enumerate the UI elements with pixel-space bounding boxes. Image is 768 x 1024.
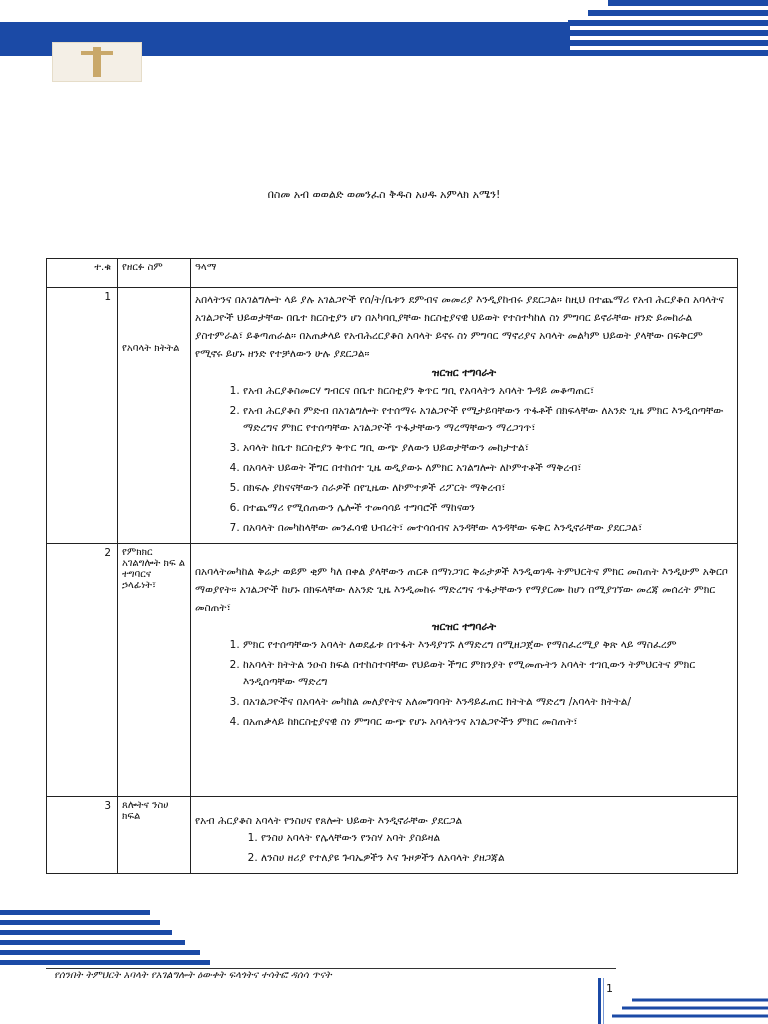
corner-stripes (612, 996, 768, 1024)
row-name: ጸሎትና ንስሀ ክፍል (118, 797, 191, 874)
row-goal (191, 797, 738, 874)
row-subheading: ዝርዝር ተግባራት (431, 621, 497, 633)
row-goal (191, 288, 738, 544)
header-goal: ዓላማ (191, 259, 738, 288)
row-subheading: ዝርዝር ተግባራት (431, 367, 497, 379)
list-item: 2. ለንስሀ ዘሪያ የተለያዩ ጉባኤዎችን እና ጉዞዎችን ለአባላት ያዘጋጃል (261, 850, 733, 867)
row-name: የምክክር አገልግሎት ክፍ ል ተግባርና ኃላፊነት፣ (118, 544, 191, 797)
page-number-rule (598, 978, 601, 1024)
table-row (47, 797, 738, 874)
row-num: 3 (47, 797, 118, 874)
row-paragraph: አበላትንና በአገልግሎት ላይ ያሉ አገልጋዮች የሰ/ት/ቤቱን ደምብና መመሪያ እንዲያከብሩ ያደርጋል። ከዚህ በተጨማሪ የአብ ሕርያቆስ አባላትና አገልጋዮች ህይወታቸው በቤተ ክርስቲያን ሆነ በአካባቢያቸው ክርስቲያናዊ ህይወት የተስተካከለ ስነ ምግባር ይኖራቸው ዘንድ ይመከራል ያስተምራል፣ ይቆጣጠራል። በአጠቃላይ የአብሕረርያቆስ አባላት ይኖሩ ስነ ምግባር ማኖሪያና አባላት መልካም ህይወት ያላቸው በፍቅርም የሚኖሩ ይሆኑ ዘንድ የተቻለውን ሁሉ ያደርጋል። (195, 294, 724, 360)
row-paragraph: በአባላትመካከል ቅሬታ ወይም ቂም ካለ በቀል ያላቸውን ጠርቶ በማነጋገር ቅሬታዎች እንዲወገዱ ትምህርትና ምክር መስጠት እንዲሁም አቅርቦ ማወያየት። አገልጋዮች ከሆኑ በክፍላቸው ለአንድ ጊዜ እንዲመከሩ ማድረግና ጥፋታቸውን የማያርሙ ከሆነ በሚያገኘው መረጃ መሰረት ምክር መስጠት፣ (195, 566, 728, 614)
list-item: 7. በአባላት በመካከላቸው መንፈሳዊ ህብረት፣ መተሳሰብና አንዳቸው ላንዳቸው ፍቅር እንዲኖራቸው ያደርጋል፣ (243, 520, 733, 537)
list-item: 2. ከአባላት ክትትል ንዑስ ክፍል በተከስተባቸው የህይወት ችግር ምክንያት የሚመጡትን አባላት ተገቢውን ትምህርትና ምክር እንዲሰጣቸው ማድረግ (243, 657, 733, 691)
table-row (47, 544, 738, 797)
task-list (195, 830, 733, 867)
list-item: 2. የአብ ሕርያቆስ ምድብ በአገልግሎት የተሰማሩ አገልጋዮች የሚታይባቸውን ጥፋቶች በክፍላቸው ለአንድ ጊዜ ምክር እንዲሰጣቸው ማድረግና ምክር የተሰጣቸው አገልጋዮች ጥፋታቸውን ማረማቸውን ማረጋገጥ፣ (243, 403, 733, 437)
duties-table (46, 258, 738, 874)
footer-stripes (0, 900, 210, 970)
table-header-row (47, 259, 738, 288)
row-name-text: የአባላት ክትትል (122, 343, 180, 354)
header-stripes (538, 0, 768, 64)
list-item: 1. የአብ ሕርያቆስመርሃ ግብርና በቤተ ክርስቲያን ቅጥር ግቢ የአባላትን አባላት ጉዳይ መቆጣጠር፣ (243, 383, 733, 400)
header-name: የዘርፉ ስም (118, 259, 191, 288)
table-row (47, 288, 738, 544)
list-item: 4. በአባላት ህይወት ችግር በተከሰተ ጊዜ ወዲያውኑ ለምክር አገልግሎት ለኮምተቶች ማቅረብ፣ (243, 460, 733, 477)
blessing-heading: በስመ አብ ወወልድ ወመንፈስ ቅዱስ አሀዱ አምላክ አሜን! (267, 188, 501, 201)
header-num: ተ.ቁ (47, 259, 118, 288)
task-list (195, 637, 733, 731)
row-paragraph: የአብ ሕርያቆስ አባላት የንስሀና የጸሎት ህይወት እንዲኖራቸው ያደርጋል (195, 815, 463, 827)
row-num: 2 (47, 544, 118, 797)
list-item: 3. አባላት ከቤተ ክርስቲያን ቅጥር ግቢ ውጭ ያለውን ህይወታቸውን መከታተል፣ (243, 440, 733, 457)
task-list (195, 383, 733, 537)
row-num: 1 (47, 288, 118, 544)
footer-rule (46, 968, 616, 969)
list-item: 6. በተጨማሪ የሚሰጠውን ሌሎች ተመሳሳይ ተግባሮች ማከናወን (243, 500, 733, 517)
logo (52, 42, 142, 82)
list-item: 5. በክፍሉ ያከናናቸውን ስራዎች በየጊዜው ለኮምተዎች ሪፖርት ማቅረብ፣ (243, 480, 733, 497)
row-name (118, 288, 191, 544)
row-goal (191, 544, 738, 797)
footer-text: የሰንበት ትምህርት አባላት የአገልግሎት ዕውቀት ፍላጎትና ተሳትፎ ዳሰሳ ጥናት (54, 970, 332, 981)
list-item: 3. በአገልጋዮችና በአባላት መካከል መለያየትና አለመግባባት እንዳይፈጠር ክትትል ማድረግ /አባላት ክትትል/ (243, 694, 733, 711)
list-item: 1. ምክር የተሰጣቸውን አባላት ለወደፊቱ በጥፋት እንዳያገኙ ለማድረግ በሚዘጋጀው የማስፈረሚያ ቅጽ ላይ ማስፈረም (243, 637, 733, 654)
page-number-rule-light (603, 978, 604, 1024)
list-item: 1. የንስሀ አባላት የሌላቸውን የንስሃ አባት ያስይዛል (261, 830, 733, 847)
page-number: 1 (606, 982, 613, 995)
list-item: 4. በአጠቃላይ ከክርስቲያናዊ ስነ ምግባር ውጭ የሆኑ አባላትንና አገልጋዮችን ምክር መስጠት፣ (243, 714, 733, 731)
